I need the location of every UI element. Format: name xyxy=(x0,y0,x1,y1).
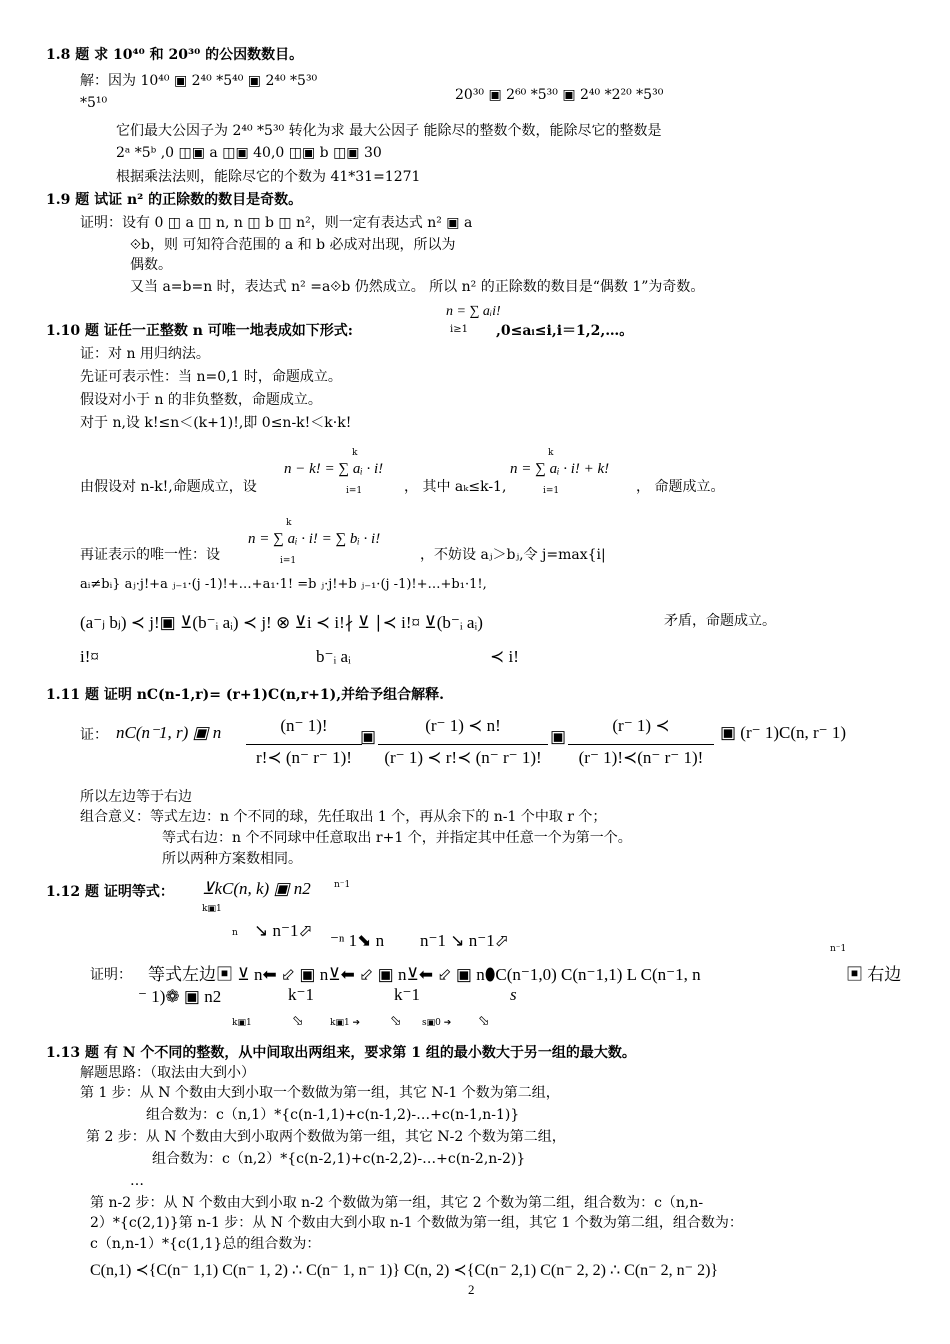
fraction-3-bar xyxy=(568,744,714,745)
binomial-top-d: n⁻1 ↘ n⁻1⬀ xyxy=(420,931,509,950)
formula-3: n = ∑ aᵢ · i! = ∑ bᵢ · i! xyxy=(248,531,381,547)
problem-1-10-title: 1.10 题 证任一正整数 n 可唯一地表成如下形式: xyxy=(46,323,353,339)
problem-1-10-line-5a: 由假设对 n-k!,命题成立，设 xyxy=(80,479,257,495)
sum-lower-b: k▣1 ➔ xyxy=(330,1018,361,1028)
arrow-icon-a: ⬂ xyxy=(292,1013,304,1029)
problem-1-10-formula-index: i≥1 xyxy=(450,324,468,335)
problem-1-10-line-6a: 再证表示的唯一性：设 xyxy=(80,547,220,563)
fraction-1-bar xyxy=(246,744,362,745)
problem-1-13-line-8: 2）*{c(2,1)}第 n-1 步：从 N 个数由大到小取 n-1 个数做为第一组，其它 1 个数为第二组，组合数为： xyxy=(90,1215,743,1231)
problem-1-11-proof-label: 证： xyxy=(80,727,108,743)
formula-1-upper: k xyxy=(352,448,358,458)
problem-1-10-line-2: 先证可表示性：当 n=0,1 时，命题成立。 xyxy=(80,369,342,385)
problem-1-8-gcd-line: 它们最大公因子为 2⁴⁰ *5³⁰ 转化为求 最大公因子 能除尽的整数个数，能除尽它的整数是 xyxy=(116,123,662,139)
problem-1-9-line-4: 又当 a=b=n 时，表达式 n² =a⟐b 仍然成立。 所以 n² 的正除数的数目是“偶数 1”为奇数。 xyxy=(130,279,705,295)
arrow-icon-c: ⬂ xyxy=(478,1013,490,1029)
problem-1-10-inequality-b3: ≺ i! xyxy=(490,647,519,666)
problem-1-10-line-6b: ，不妨设 aⱼ＞bⱼ,令 j=max{i| xyxy=(420,547,606,563)
problem-1-11-line-3: 等式右边：n 个不同球中任意取出 r+1 个，并指定其中任意一个为第一个。 xyxy=(162,830,632,846)
problem-1-12-tail: ⁻ 1)❁ ▣ n2 xyxy=(138,987,222,1006)
problem-1-10-line-3: 假设对小于 n 的非负整数，命题成立。 xyxy=(80,392,322,408)
problem-1-13-line-1: 解题思路：（取法由大到小） xyxy=(80,1065,255,1081)
page-number: 2 xyxy=(468,1282,475,1297)
problem-1-11-title: 1.11 题 证明 nC(n-1,r)= (r+1)C(n,r+1),并给予组合解释. xyxy=(46,687,445,703)
binomial-top-e: n⁻1 xyxy=(830,944,847,954)
problem-1-11-rhs: ▣ (r⁻ 1)C(n, r⁻ 1) xyxy=(720,723,847,742)
equals-2: ▣ xyxy=(550,727,567,746)
formula-3-upper: k xyxy=(286,518,292,528)
problem-1-11-line-1: 所以左边等于右边 xyxy=(80,789,192,805)
problem-1-10-inequality-b2: b⁻ᵢ aᵢ xyxy=(316,647,351,666)
fraction-1-denominator: r!≺ (n⁻ r⁻ 1)! xyxy=(256,748,352,767)
problem-1-8-solution-b: *5¹⁰ xyxy=(80,95,108,111)
problem-1-8-range-line: 2ᵃ *5ᵇ ,0 ◫▣ a ◫▣ 40,0 ◫▣ b ◫▣ 30 xyxy=(116,145,382,161)
problem-1-10-line-5c: ， 命题成立。 xyxy=(636,479,725,495)
problem-1-12-sum-exponent: n⁻1 xyxy=(334,880,351,890)
problem-1-12-main-equation: 等式左边▣ ⊻ n⬅ ⬃ ▣ n⊻⬅ ⬃ ▣ n⊻⬅ ⬃ ▣ n⬮C(n⁻1,0) C(n⁻1,1) L C(n⁻1, n xyxy=(148,965,701,984)
binomial-top-c: ⁻ⁿ 1⬊ n xyxy=(330,931,385,950)
problem-1-9-line-1: 证明：设有 0 ◫ a ◫ n, n ◫ b ◫ n²，则一定有表达式 n² ▣ a xyxy=(80,215,473,231)
problem-1-13-line-9: c（n,n-1）*{c(1,1}总的组合数为： xyxy=(90,1236,321,1252)
binomial-top-a: n xyxy=(232,928,238,938)
problem-1-10-title-condition: ,0≤aᵢ≤i,i＝1,2,…。 xyxy=(496,323,634,339)
problem-1-11-line-4: 所以两种方案数相同。 xyxy=(162,851,302,867)
fraction-2-denominator: (r⁻ 1) ≺ r!≺ (n⁻ r⁻ 1)! xyxy=(384,748,542,767)
binomial-lower-k1-b: k⁻1 xyxy=(394,985,420,1004)
problem-1-13-formula: C(n,1) ≺{C(n⁻ 1,1) C(n⁻ 1, 2) ∴ C(n⁻ 1, n⁻ 1)} C(n, 2) ≺{C(n⁻ 2,1) C(n⁻ 2, 2) ∴ C(n⁻ 2, n⁻ 2)} xyxy=(90,1262,719,1279)
problem-1-10-line-5b: ， 其中 aₖ≤k-1, xyxy=(404,479,507,495)
problem-1-13-line-7: 第 n-2 步：从 N 个数由大到小取 n-2 个数做为第一组，其它 2 个数为第二组，组合数为：c（n,n- xyxy=(90,1195,704,1211)
formula-2-upper: k xyxy=(548,448,554,458)
equals-1: ▣ xyxy=(360,727,377,746)
problem-1-9-line-3: 偶数。 xyxy=(130,257,172,273)
fraction-3-numerator: (r⁻ 1) ≺ xyxy=(612,716,670,735)
formula-2-lower: i=1 xyxy=(543,486,560,496)
fraction-3-denominator: (r⁻ 1)!≺(n⁻ r⁻ 1)! xyxy=(578,748,704,767)
arrow-icon-b: ⬂ xyxy=(390,1013,402,1029)
problem-1-11-line-2: 组合意义：等式左边：n 个不同的球，先任取出 1 个，再从余下的 n-1 个中取 r 个； xyxy=(80,809,607,825)
problem-1-8-title: 1.8 题 求 10⁴⁰ 和 20³⁰ 的公因数数目。 xyxy=(46,47,304,63)
problem-1-8-solution-a: 解：因为 10⁴⁰ ▣ 2⁴⁰ *5⁴⁰ ▣ 2⁴⁰ *5³⁰ xyxy=(80,73,318,89)
problem-1-13-line-5: 组合数为：c（n,2）*{c(n-2,1)+c(n-2,2)-…+c(n-2,n-2)} xyxy=(152,1151,526,1167)
problem-1-10-inequality-b1: i!¤ xyxy=(80,647,99,666)
problem-1-12-proof-label: 证明： xyxy=(90,967,132,983)
problem-1-9-title: 1.9 题 试证 n² 的正除数的数目是奇数。 xyxy=(46,192,303,208)
problem-1-10-line-7: aᵢ≠bᵢ} aⱼ·j!+a ⱼ₋₁·(j -1)!+…+a₁·1! =b ⱼ·j!+b ⱼ₋₁·(j -1)!+…+b₁·1!, xyxy=(80,577,487,592)
problem-1-13-line-2: 第 1 步：从 N 个数由大到小取一个数做为第一组，其它 N-1 个数为第二组， xyxy=(80,1085,560,1101)
sum-lower-a: k▣1 xyxy=(232,1018,252,1028)
problem-1-10-formula: n = ∑ aᵢi! xyxy=(446,304,501,319)
formula-1-lower: i=1 xyxy=(346,486,363,496)
problem-1-8-result-line: 根据乘法法则，能除尽它的个数为 41*31=1271 xyxy=(116,169,421,185)
problem-1-13-title: 1.13 题 有 N 个不同的整数，从中间取出两组来，要求第 1 组的最小数大于另一组的最大数。 xyxy=(46,1045,636,1061)
binomial-lower-s: s xyxy=(510,985,517,1004)
problem-1-13-line-3: 组合数为：c（n,1）*{c(n-1,1)+c(n-1,2)-…+c(n-1,n-1)} xyxy=(146,1107,520,1123)
formula-1: n − k! = ∑ aᵢ · i! xyxy=(284,461,384,477)
fraction-2-bar xyxy=(378,744,548,745)
problem-1-12-sum: ⊻kC(n, k) ▣ n2 xyxy=(202,879,311,898)
problem-1-8-solution-c: 20³⁰ ▣ 2⁶⁰ *5³⁰ ▣ 2⁴⁰ *2²⁰ *5³⁰ xyxy=(455,87,664,103)
formula-3-lower: i=1 xyxy=(280,556,297,566)
problem-1-9-line-2: ⟐b，则 可知符合范围的 a 和 b 必成对出现，所以为 xyxy=(130,237,456,253)
fraction-2-numerator: (r⁻ 1) ≺ n! xyxy=(425,716,501,735)
problem-1-10-conclusion: 矛盾，命题成立。 xyxy=(664,613,776,629)
problem-1-12-right-side: ▣ 右边 xyxy=(846,965,902,984)
problem-1-10-line-1: 证：对 n 用归纳法。 xyxy=(80,346,210,362)
binomial-top-b: ↘ n⁻1⬀ xyxy=(254,921,313,940)
problem-1-13-line-6: … xyxy=(130,1173,144,1189)
problem-1-10-inequality: (a⁻ⱼ bⱼ) ≺ j!▣ ⊻(b⁻ᵢ aᵢ) ≺ j! ⊗ ⊻i ≺ i!∤ ⊻ ∣≺ i!¤ ⊻(b⁻ᵢ aᵢ) xyxy=(80,613,483,632)
problem-1-13-line-4: 第 2 步：从 N 个数由大到小取两个数做为第一组，其它 N-2 个数为第二组， xyxy=(86,1129,566,1145)
formula-2: n = ∑ aᵢ · i! + k! xyxy=(510,461,610,477)
problem-1-10-line-4: 对于 n,设 k!≤n＜(k+1)!,即 0≤n-k!＜k·k! xyxy=(80,415,352,431)
problem-1-12-title: 1.12 题 证明等式： xyxy=(46,884,174,900)
fraction-1-numerator: (n⁻ 1)! xyxy=(280,716,328,735)
binomial-lower-k1-a: k⁻1 xyxy=(288,985,314,1004)
problem-1-12-sum-index: k▣1 xyxy=(202,904,222,914)
sum-lower-c: s▣0 ➔ xyxy=(422,1018,452,1028)
problem-1-11-lhs: nC(n⁻1, r) ▣ n xyxy=(116,723,222,742)
